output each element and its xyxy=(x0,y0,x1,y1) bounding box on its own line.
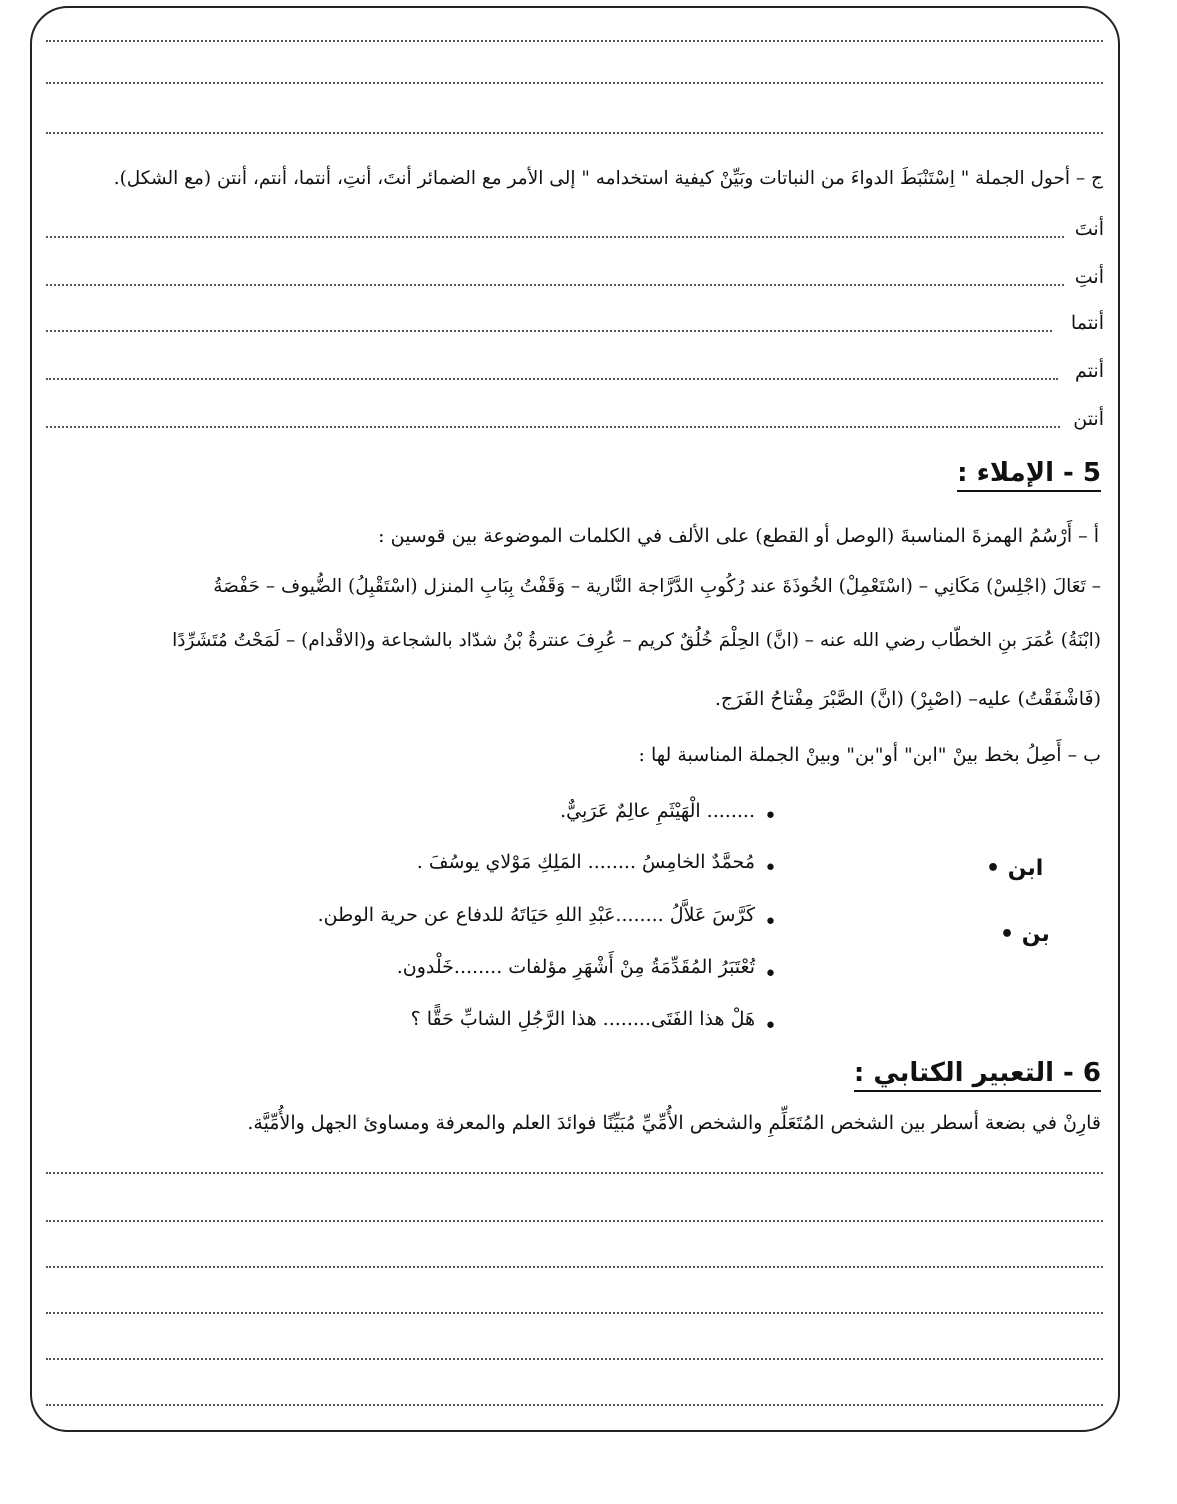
part-a-instruction: أ – أَرْسُمُ الهمزةَ المناسبةَ (الوصل أو القطع) على الألف في الكلمات الموضوعة بين قوسين : xyxy=(378,525,1099,547)
answer-line-ante[interactable] xyxy=(46,218,1104,242)
section-5-title: 5 - الإملاء : xyxy=(957,458,1101,492)
sentence-item[interactable]: ........ الْهَيْثَمِ عالِمٌ عَرَبِيٌّ. xyxy=(560,800,755,822)
answer-line[interactable] xyxy=(46,1404,1103,1406)
answer-line[interactable] xyxy=(46,1172,1103,1174)
section-6-title: 6 - التعبير الكتابي : xyxy=(854,1058,1101,1092)
option-bin[interactable]: بن • xyxy=(1000,922,1050,947)
answer-line[interactable] xyxy=(46,1266,1103,1268)
answer-line-antunna[interactable] xyxy=(46,408,1104,432)
answer-line[interactable] xyxy=(46,132,1103,134)
answer-line-antuma[interactable] xyxy=(46,312,1104,336)
pronoun-label: أنتما xyxy=(1070,312,1104,334)
answer-line[interactable] xyxy=(46,1358,1103,1360)
answer-line-antum[interactable] xyxy=(46,360,1104,384)
part-a-line: (فَاشْفَقْتُ) عليه– (اصْبِرْ) (انَّ) الصَّبْرَ مِفْتاحُ الفَرَج. xyxy=(714,688,1101,710)
sentence-item[interactable]: هَلْ هذا الفَتَى........ هذا الرَّجُلِ الشابِّ حَقًّا ؟ xyxy=(410,1008,755,1030)
answer-line[interactable] xyxy=(46,82,1103,84)
answer-line[interactable] xyxy=(46,1220,1103,1222)
bullet: • xyxy=(764,856,777,881)
section-c-instruction: ج – أحول الجملة " اِسْتَنْبَطَ الدواءَ من النباتات وبَيِّنْ كيفية استخدامه " إلى الأمر مع الضمائر أنتَ، أنتِ، أنتما، أنتم، أنتن (مع الشكل). xyxy=(113,168,1103,189)
option-ibn[interactable]: ابن • xyxy=(986,856,1044,881)
answer-line-anti[interactable] xyxy=(46,266,1104,290)
answer-line[interactable] xyxy=(46,40,1103,42)
pronoun-label: أنتن xyxy=(1073,408,1104,430)
bullet: • xyxy=(764,910,777,935)
bullet: • xyxy=(764,962,777,987)
answer-line[interactable] xyxy=(46,1312,1103,1314)
bullet: • xyxy=(764,804,777,829)
pronoun-label: أنتَ xyxy=(1074,218,1104,240)
section-6-prompt: قارِنْ في بضعة أسطر بين الشخص المُتَعَلِّمِ والشخص الأُمِّيِّ مُبَيِّنًا فوائدَ العلم والمعرفة ومساوئ الجهل والأُمِّيَّة. xyxy=(247,1112,1101,1134)
sentence-item[interactable]: مُحمَّدٌ الخامِسُ ........ المَلِكِ مَوْلاي يوسُفَ . xyxy=(416,851,755,873)
part-b-instruction: ب – أَصِلُ بخط بينْ "ابن" أو"بن" وبينْ الجملة المناسبة لها : xyxy=(638,744,1101,766)
part-a-line: – تَعَالَ (اجْلِسْ) مَكَانِي – (اسْتَعْمِلْ) الخُوذَةَ عند رُكُوبِ الدَّرَّاجة النَّارية – وَقَفْتُ بِبَابِ المنزل (اسْتَقْبِلُ) الضُّيوف – حَفْصَةُ xyxy=(213,576,1101,597)
sentence-item[interactable]: تُعْتَبَرُ المُقَدِّمَةُ مِنْ أَشْهَرِ مؤلفات ........خَلْدون. xyxy=(396,956,755,978)
sentence-item[interactable]: كَرَّسَ عَلاَّلُ ........عَبْدِ اللهِ حَيَاتَهُ للدفاع عن حرية الوطن. xyxy=(317,904,755,926)
pronoun-label: أنتم xyxy=(1075,360,1104,382)
pronoun-label: أنتِ xyxy=(1074,266,1104,288)
bullet: • xyxy=(764,1014,777,1039)
part-a-line: (ابْنَةُ) عُمَرَ بنِ الخطّاب رضي الله عنه – (انَّ) الحِلْمَ خُلُقٌ كريم – عُرِفَ عنترةُ بْنُ شدّاد بالشجاعة و(الاقْدام) – لَمَحْتُ مُتَشَرِّدًا xyxy=(172,630,1101,651)
